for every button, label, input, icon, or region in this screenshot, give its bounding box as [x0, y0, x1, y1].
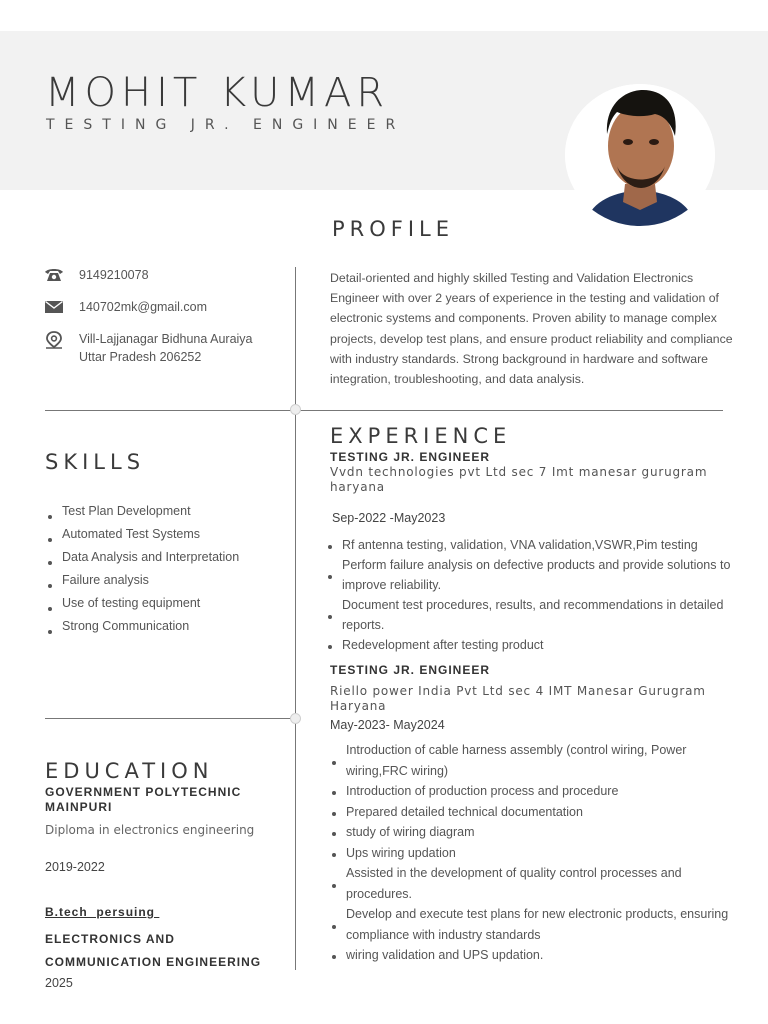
job-title-1: TESTING JR. ENGINEER: [330, 450, 491, 464]
job-dates-2: May-2023- May2024: [330, 718, 445, 732]
divider-node-middle: [290, 713, 301, 724]
duty-item: Introduction of cable harness assembly (control wiring, Power wiring,FRC wiring): [346, 740, 736, 781]
job-title-2: TESTING JR. ENGINEER: [330, 663, 491, 677]
profile-summary: Detail-oriented and highly skilled Testing and Validation Electronics Engineer with over 2 years of experience in the testing and validation of electronic systems and components. Proven ability to manage complex projects, develop test plans, and ensure product reliability and compliance with industry standards. Strong background in hardware and software integration, troubleshooting, and data analysis.: [330, 271, 733, 387]
job-2-duties: [346, 740, 736, 966]
candidate-title: TESTING JR. ENGINEER: [46, 117, 406, 133]
experience-heading: EXPERIENCE: [330, 424, 512, 448]
job-dates-1: Sep-2022 -May2023: [332, 511, 446, 525]
skill-item: Data Analysis and Interpretation: [62, 549, 239, 572]
duty-item: Perform failure analysis on defective products and provide solutions to improve reliability.: [342, 555, 732, 595]
section-divider-left: [45, 718, 295, 719]
skills-heading: SKILLS: [45, 450, 146, 474]
btech-year: 2025: [45, 976, 73, 990]
skill-item: Test Plan Development: [62, 503, 239, 526]
duty-item: Ups wiring updation: [346, 843, 736, 864]
contact-address: [44, 330, 253, 366]
duty-item: Rf antenna testing, validation, VNA validation,VSWR,Pim testing: [342, 535, 732, 555]
company-1: Vvdn technologies pvt Ltd sec 7 Imt manesar gurugram haryana: [330, 465, 708, 494]
skill-item: Failure analysis: [62, 572, 239, 595]
contact-phone: [44, 266, 149, 284]
skill-item: Strong Communication: [62, 618, 239, 641]
job-1-duties: [342, 535, 732, 655]
degree-years: 2019-2022: [45, 860, 105, 874]
duty-item: Document test procedures, results, and recommendations in detailed reports.: [342, 595, 732, 635]
btech-label: B.tech persuing: [45, 905, 160, 919]
duty-item: Prepared detailed technical documentation: [346, 802, 736, 823]
contact-email: [44, 298, 207, 316]
email-address[interactable]: 140702mk@gmail.com: [79, 300, 208, 314]
duty-item: Develop and execute test plans for new electronic products, ensuring compliance with industry standards: [346, 904, 736, 945]
degree-name: Diploma in electronics engineering: [45, 823, 255, 837]
company-2: Riello power India Pvt Ltd sec 4 IMT Manesar Gurugram Haryana: [330, 684, 706, 713]
portrait-illustration: [565, 84, 715, 226]
duty-item: Introduction of production process and procedure: [346, 781, 736, 802]
address-line-2: Uttar Pradesh 206252: [79, 350, 202, 364]
profile-heading: PROFILE: [332, 217, 455, 241]
skill-item: Use of testing equipment: [62, 595, 239, 618]
school-name: GOVERNMENT POLYTECHNIC MAINPURI: [45, 785, 242, 814]
education-heading: EDUCATION: [45, 759, 214, 783]
column-divider: [295, 267, 296, 970]
candidate-name: MOHIT KUMAR: [45, 70, 390, 116]
skill-item: Automated Test Systems: [62, 526, 239, 549]
phone-number[interactable]: 9149210078: [79, 268, 149, 282]
duty-item: Assisted in the development of quality control processes and procedures.: [346, 863, 736, 904]
phone-icon: [44, 267, 64, 283]
location-pin-icon: [44, 331, 64, 349]
profile-photo: [565, 84, 715, 226]
duty-item: study of wiring diagram: [346, 822, 736, 843]
section-divider-top: [45, 410, 723, 411]
address-line-1: Vill-Lajjanagar Bidhuna Auraiya: [79, 332, 253, 346]
btech-field: ELECTRONICS AND COMMUNICATION ENGINEERING: [45, 932, 262, 969]
envelope-icon: [44, 299, 64, 315]
duty-item: Redevelopment after testing product: [342, 635, 732, 655]
address-text: [79, 330, 253, 366]
skills-list: [62, 503, 239, 641]
divider-node-top: [290, 404, 301, 415]
duty-item: wiring validation and UPS updation.: [346, 945, 736, 966]
